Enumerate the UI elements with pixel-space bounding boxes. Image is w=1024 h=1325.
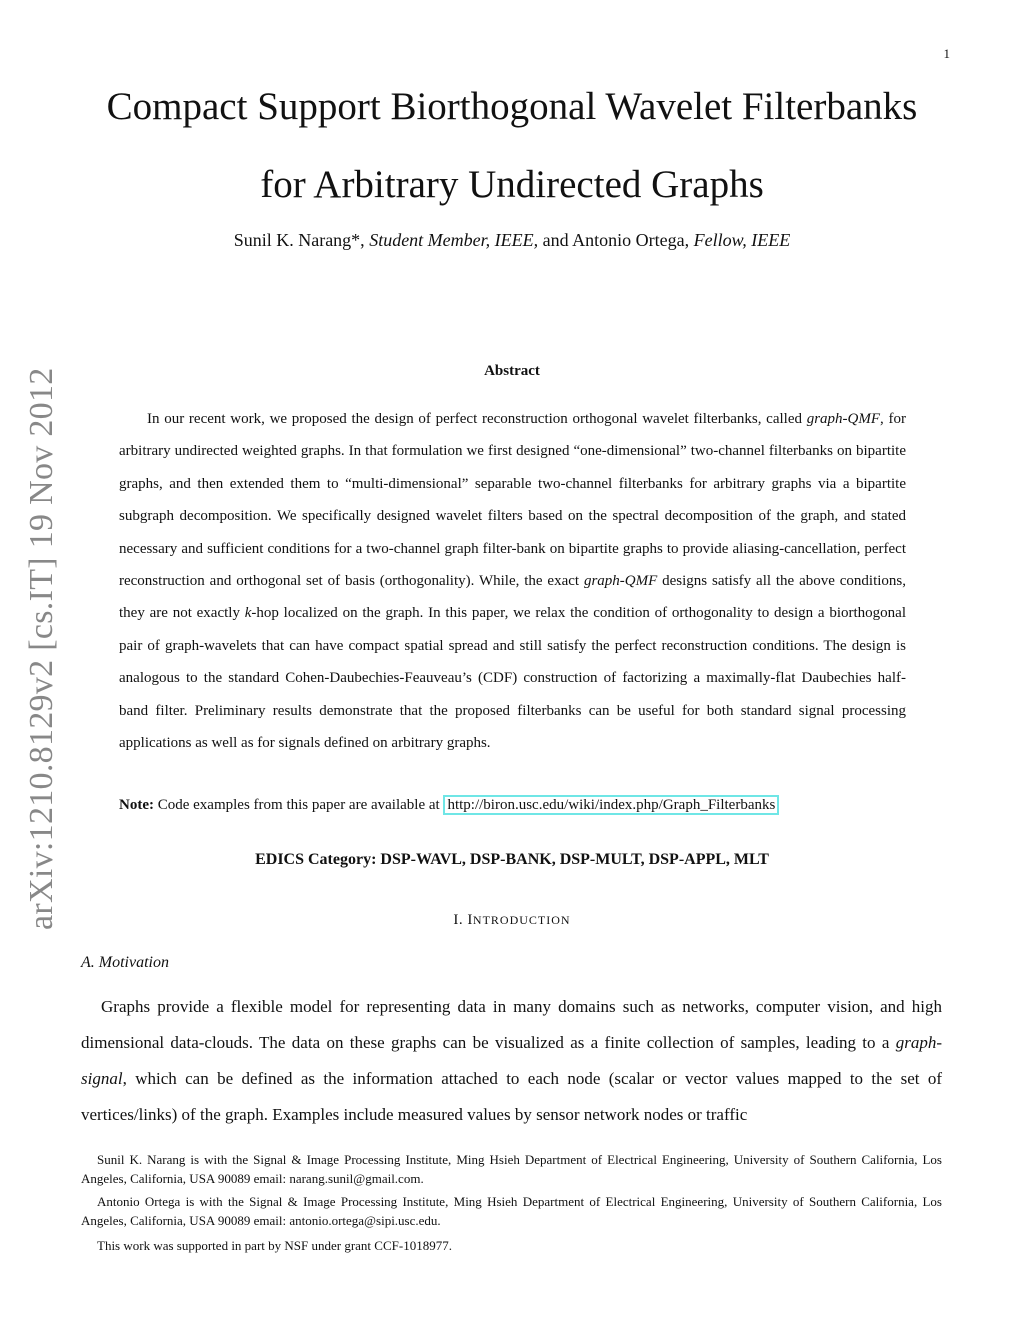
section-numeral: I. bbox=[453, 912, 464, 928]
arxiv-stamp bbox=[16, 367, 68, 930]
footnote-1 bbox=[81, 1150, 942, 1188]
author-2-name: Antonio Ortega, bbox=[572, 230, 690, 250]
note-text: Code examples from this paper are available at bbox=[157, 797, 440, 813]
author-line bbox=[60, 230, 964, 251]
abstract-heading: Abstract bbox=[484, 363, 540, 379]
section-rest: NTRODUCTION bbox=[472, 913, 571, 927]
title-line-1: Compact Support Biorthogonal Wavelet Filterbanks bbox=[106, 85, 918, 128]
footnote-1-text: Sunil K. Narang is with the Signal & Image Processing Institute, Ming Hsieh Department of Electrical Engineering, University of Southern California, Los Angeles, California, USA 90089 email: narang.sunil@gmail.com. bbox=[81, 1152, 942, 1186]
footnote-3-text: This work was supported in part by NSF under grant CCF-1018977. bbox=[97, 1238, 452, 1253]
edics-category: EDICS Category: DSP-WAVL, DSP-BANK, DSP-MULT, DSP-APPL, MLT bbox=[255, 851, 769, 868]
abstract-k: k bbox=[244, 605, 252, 622]
paper-title bbox=[60, 68, 964, 224]
abstract-text-4: -hop localized on the graph. In this paper, we relax the condition of orthogonality to design a biorthogonal pair of graph-wavelets that can have compact spatial spread and still satisfy the perfect reconstruction conditions. The design is analogous to the standard Cohen-Daubechies-Feauveau’s (CDF) construction of factorizing a maximally-flat Daubechies half-band filter. Preliminary results demonstrate that the proposed filterbanks can be useful for both standard signal processing applications as well as for signals defined on arbitrary graphs. bbox=[119, 605, 906, 752]
abstract-em-1: graph-QMF bbox=[806, 411, 881, 427]
page-number: 1 bbox=[943, 46, 950, 61]
note-label: Note: bbox=[119, 797, 154, 813]
section-first-letter: I bbox=[467, 912, 473, 928]
code-note bbox=[119, 794, 906, 816]
author-and: and bbox=[542, 230, 569, 250]
abstract-body bbox=[119, 403, 906, 759]
footnote-2-text: Antonio Ortega is with the Signal & Image Processing Institute, Ming Hsieh Department of Electrical Engineering, University of Southern California, Los Angeles, California, USA 90089 email: antonio.ortega@sipi.usc.edu. bbox=[81, 1194, 942, 1228]
author-1-role: Student Member, IEEE, bbox=[369, 230, 539, 250]
abstract-text-1: In our recent work, we proposed the design of perfect reconstruction orthogonal wavelet filterbanks, called bbox=[147, 411, 802, 427]
abstract-em-2: graph-QMF bbox=[583, 573, 658, 590]
author-1-name: Sunil K. Narang*, bbox=[233, 230, 365, 250]
body-em: graph-signal bbox=[81, 1033, 942, 1088]
title-line-2: for Arbitrary Undirected Graphs bbox=[260, 163, 764, 206]
body-text-1: Graphs provide a flexible model for representing data in many domains such as networks, computer vision, and high dimensional data-clouds. The data on these graphs can be visualized as a finite collection of samples, leading to a bbox=[81, 997, 942, 1052]
author-2-role: Fellow, IEEE bbox=[693, 230, 791, 250]
footnote-2 bbox=[81, 1192, 942, 1230]
footnote-3 bbox=[81, 1236, 942, 1255]
code-link[interactable]: http://biron.usc.edu/wiki/index.php/Graph_Filterbanks bbox=[443, 795, 779, 815]
section-heading bbox=[0, 912, 1024, 929]
abstract-text-2: , for arbitrary undirected weighted graphs. In that formulation we first designed “one-dimensional” two-channel filterbanks on bipartite graphs, and then extended them to “multi-dimensional” separable two-channel filterbanks for arbitrary graphs via a bipartite subgraph decomposition. We specifically designed wavelet filters based on the spectral decomposition of the graph, and stated necessary and sufficient conditions for a two-channel graph filter-bank on bipartite graphs to provide aliasing-cancellation, perfect reconstruction and orthogonal set of basis (orthogonality). While, the exact bbox=[119, 411, 906, 590]
intro-paragraph bbox=[81, 989, 942, 1133]
arxiv-stamp-text: arXiv:1210.8129v2 [cs.IT] 19 Nov 2012 bbox=[23, 367, 60, 930]
subsection-heading: A. Motivation bbox=[81, 954, 169, 971]
body-text-2: , which can be defined as the information attached to each node (scalar or vector values mapped to the set of vertices/links) of the graph. Examples include measured values by sensor network nodes or traffic bbox=[81, 1069, 942, 1124]
abstract-text-3: designs satisfy all the above conditions, they are not exactly bbox=[119, 573, 907, 622]
